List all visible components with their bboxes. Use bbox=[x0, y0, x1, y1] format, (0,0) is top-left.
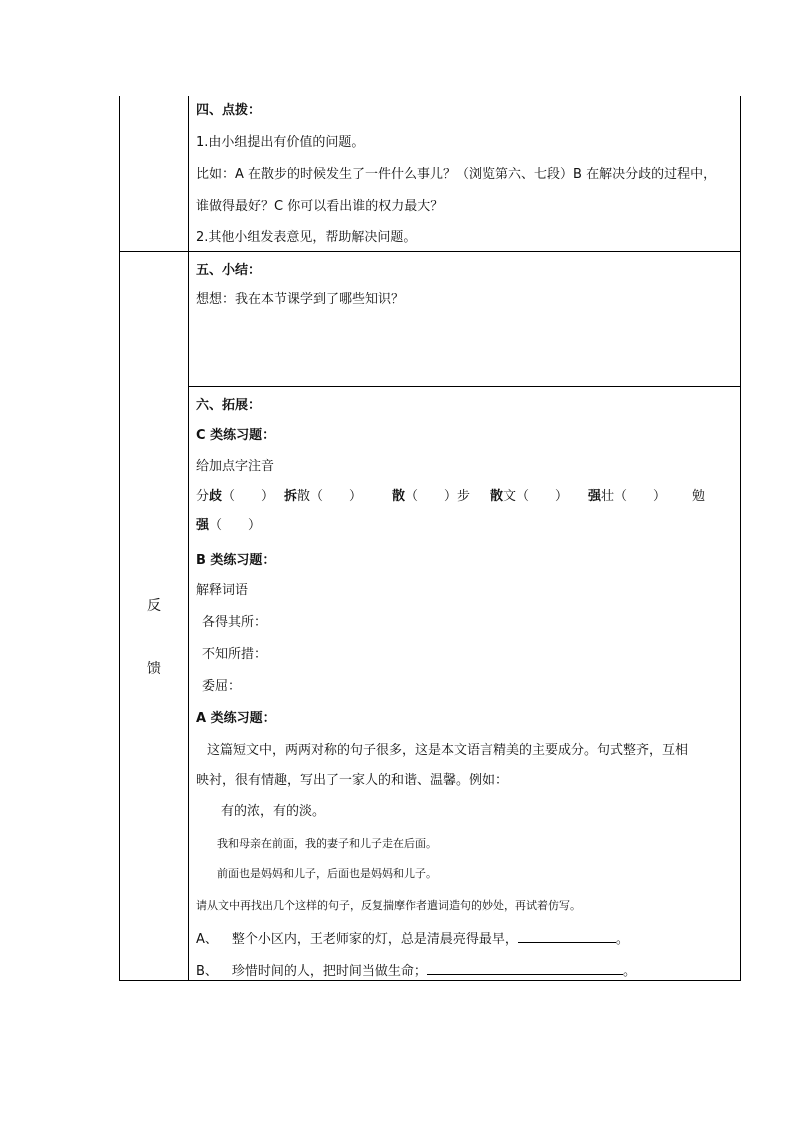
section4-example-line2: 谁做得最好？C 你可以看出谁的权力最大？ bbox=[196, 199, 444, 214]
a-item-b: B、 珍惜时间的人，把时间当做生命； 。 bbox=[196, 964, 636, 979]
section5-prompt: 想想：我在本节课学到了哪些知识？ bbox=[196, 292, 405, 307]
a-item-a: A、 整个小区内，王老师家的灯，总是清晨亮得最早， 。 bbox=[196, 932, 629, 947]
b-exercise-title: B 类练习题： bbox=[196, 553, 276, 568]
table-bottom-border bbox=[119, 980, 741, 981]
pinyin-word-5: 强壮（ ） bbox=[588, 489, 667, 504]
c-exercise-title: C 类练习题： bbox=[196, 428, 276, 443]
b-exercise-instruction: 解释词语 bbox=[196, 583, 249, 598]
row-divider-2 bbox=[188, 386, 741, 387]
b-term-3: 委屈： bbox=[202, 679, 242, 694]
a-exercise-title: A 类练习题： bbox=[196, 711, 276, 726]
b-term-1: 各得其所： bbox=[202, 615, 268, 630]
b-term-2: 不知所措： bbox=[202, 647, 268, 662]
section4-item1: 1.由小组提出有价值的问题。 bbox=[196, 135, 365, 150]
column-divider bbox=[188, 96, 189, 981]
pinyin-word-6-prefix: 勉 bbox=[692, 489, 706, 504]
c-exercise-instruction: 给加点字注音 bbox=[196, 459, 275, 474]
pinyin-word-3: 散（ ）步 bbox=[392, 489, 471, 504]
a-example-2: 我和母亲在前面，我的妻子和儿子走在后面。 bbox=[217, 837, 437, 850]
a-paragraph-line1: 这篇短文中，两两对称的句子很多，这是本文语言精美的主要成分。句式整齐，互相 bbox=[207, 743, 689, 758]
a-paragraph-line2: 映衬，很有情趣，写出了一家人的和谐、温馨。例如： bbox=[196, 773, 509, 788]
section4-title: 四、点拨： bbox=[196, 103, 262, 118]
pinyin-word-4: 散文（ ） bbox=[490, 489, 569, 504]
a-example-3: 前面也是妈妈和儿子，后面也是妈妈和儿子。 bbox=[217, 867, 437, 880]
a-example-1: 有的浓，有的淡。 bbox=[221, 804, 326, 819]
section6-title: 六、拓展： bbox=[196, 398, 262, 413]
answer-blank-a[interactable] bbox=[518, 930, 616, 943]
table-right-border bbox=[740, 96, 741, 981]
pinyin-word-2: 拆散（ ） bbox=[284, 489, 363, 504]
row-divider-1 bbox=[119, 251, 741, 252]
section4-item2: 2.其他小组发表意见，帮助解决问题。 bbox=[196, 230, 417, 245]
pinyin-word-1: 分歧（ ） bbox=[196, 489, 275, 504]
pinyin-word-6: 强（ ） bbox=[196, 518, 262, 533]
feedback-label-char2: 馈 bbox=[147, 661, 161, 677]
feedback-label-char1: 反 bbox=[147, 598, 161, 614]
table-left-border bbox=[119, 96, 120, 981]
section5-title: 五、小结： bbox=[196, 263, 262, 278]
a-task: 请从文中再找出几个这样的句子，反复揣摩作者遣词造句的妙处，再试着仿写。 bbox=[196, 899, 581, 912]
section4-example-line1: 比如：A 在散步的时候发生了一件什么事儿？（浏览第六、七段）B 在解决分歧的过程中， bbox=[196, 167, 717, 182]
answer-blank-b[interactable] bbox=[427, 962, 623, 975]
